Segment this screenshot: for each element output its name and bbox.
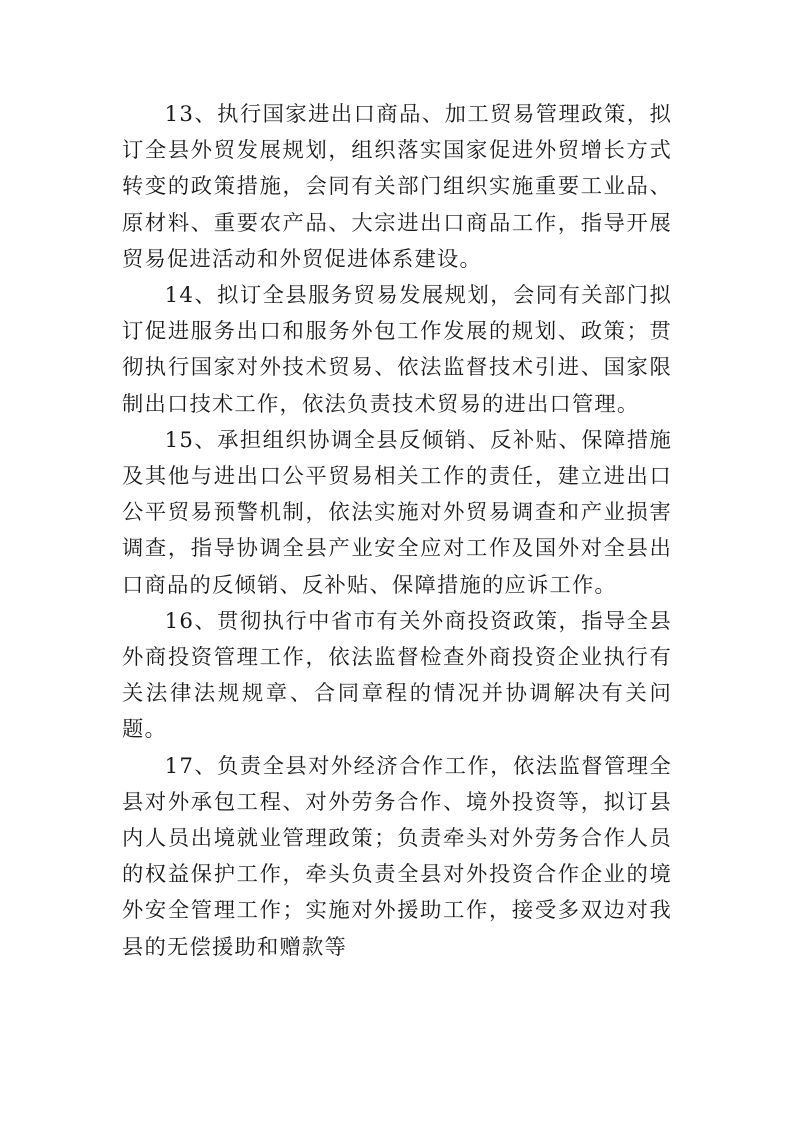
paragraph-16: 16、贯彻执行中省市有关外商投资政策，指导全县外商投资管理工作，依法监督检查外商投资企业执行有关法律法规规章、合同章程的情况并协调解决有关问题。 — [122, 608, 672, 743]
document-page — [122, 97, 672, 966]
paragraph-17: 17、负责全县对外经济合作工作，依法监督管理全县对外承包工程、对外劳务合作、境外投资等，拟订县内人员出境就业管理政策；负责牵头对外劳务合作人员的权益保护工作，牵头负责全县对外投资合作企业的境外安全管理工作；实施对外援助工作，接受多双边对我县的无偿援助和赠款等 — [122, 753, 672, 960]
paragraph-13: 13、执行国家进出口商品、加工贸易管理政策，拟订全县外贸发展规划，组织落实国家促进外贸增长方式转变的政策措施，会同有关部门组织实施重要工业品、原材料、重要农产品、大宗进出口商品工作，指导开展贸易促进活动和外贸促进体系建设。 — [122, 102, 672, 272]
paragraph-14: 14、拟订全县服务贸易发展规划，会同有关部门拟订促进服务出口和服务外包工作发展的规划、政策；贯彻执行国家对外技术贸易、依法监督技术引进、国家限制出口技术工作，依法负责技术贸易的进出口管理。 — [122, 283, 672, 417]
paragraph-15: 15、承担组织协调全县反倾销、反补贴、保障措施及其他与进出口公平贸易相关工作的责任，建立进出口公平贸易预警机制，依法实施对外贸易调查和产业损害调查，指导协调全县产业安全应对工作及国外对全县出口商品的反倾销、反补贴、保障措施的应诉工作。 — [122, 427, 672, 598]
